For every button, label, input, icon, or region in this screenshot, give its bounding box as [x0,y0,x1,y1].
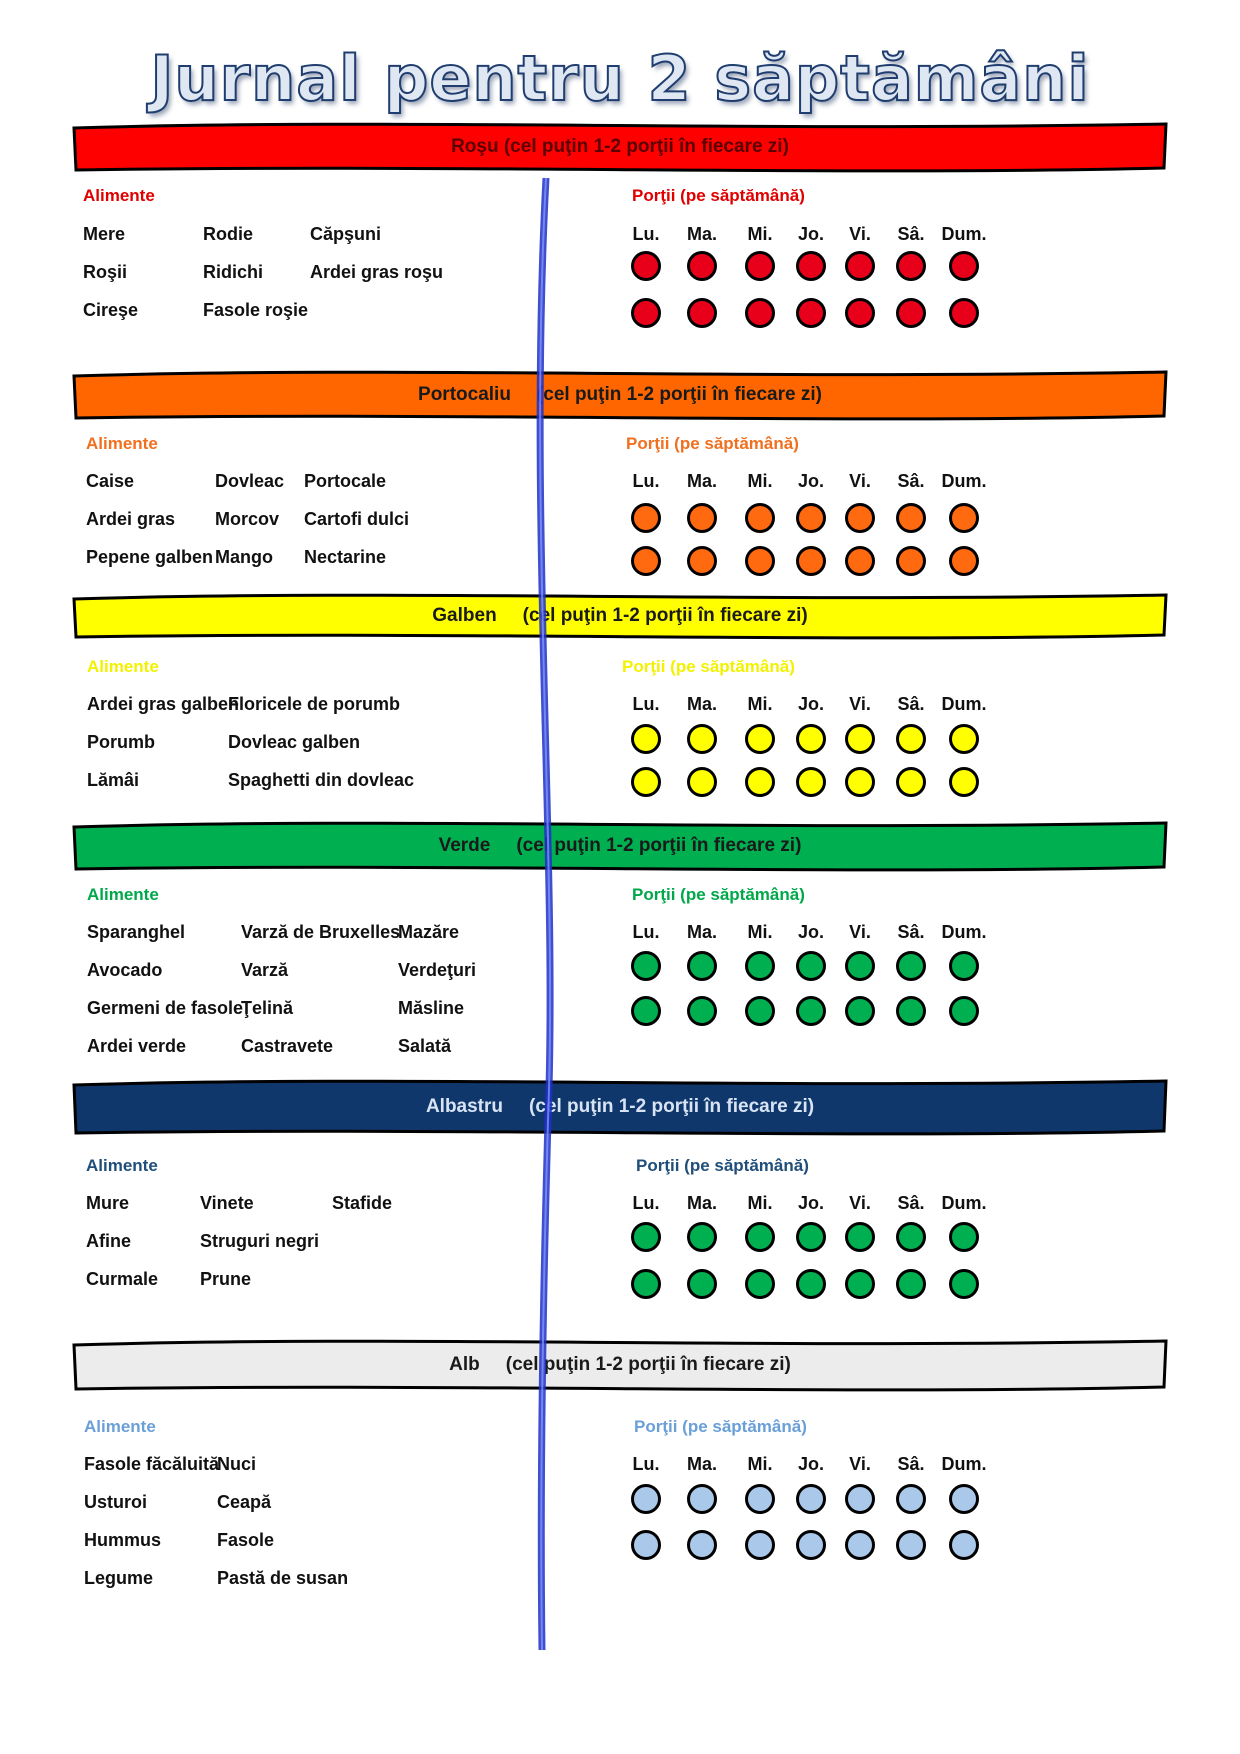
portion-checkbox[interactable] [845,724,875,754]
page-title: Jurnal pentru 2 săptămâni [150,42,1090,115]
portion-checkbox[interactable] [631,503,661,533]
food-item: Fasole roşie [203,300,309,320]
portion-checkbox[interactable] [845,546,875,576]
portion-checkbox[interactable] [745,951,775,981]
portion-checkbox[interactable] [631,1530,661,1560]
portion-checkbox[interactable] [796,996,826,1026]
day-label: Mi. [747,1193,773,1213]
day-label: Mi. [747,1454,773,1474]
portion-checkbox[interactable] [745,767,775,797]
food-item: Spaghetti din dovleac [228,770,415,790]
food-item: Dovleac [215,471,285,491]
portion-checkbox[interactable] [687,546,717,576]
food-item: Struguri negri [200,1231,320,1251]
portion-checkbox[interactable] [687,1222,717,1252]
food-item: Pepene galben [86,547,214,567]
portion-checkbox[interactable] [687,503,717,533]
portions-label: Porţii (pe săptămână) [636,1156,809,1175]
portion-checkbox[interactable] [796,724,826,754]
food-item: Ceapă [217,1492,272,1512]
category-note: (cel puţin 1-2 porţii în fiecare zi) [536,384,822,405]
portions-label: Porţii (pe săptămână) [622,657,795,676]
food-item: Varză de Bruxelles [241,922,401,942]
category-banner [72,118,1168,178]
day-label: Ma. [686,471,717,491]
portion-checkbox[interactable] [845,503,875,533]
portion-checkbox[interactable] [687,951,717,981]
portion-checkbox[interactable] [949,298,979,328]
portion-checkbox[interactable] [687,996,717,1026]
portion-checkbox[interactable] [631,951,661,981]
portion-checkbox[interactable] [796,503,826,533]
day-label: Ma. [686,224,717,244]
portion-checkbox[interactable] [845,767,875,797]
category-note: (cel puţin 1-2 porţii în fiecare zi) [516,835,802,856]
portion-checkbox[interactable] [896,1222,926,1252]
portion-checkbox[interactable] [949,996,979,1026]
day-label: Lu. [632,1454,660,1474]
food-item: Morcov [215,509,280,529]
portions-label: Porţii (pe săptămână) [626,434,799,453]
day-label: Lu. [632,694,660,714]
day-label: Sâ. [897,1193,925,1213]
portion-checkbox[interactable] [845,951,875,981]
portions-label: Porţii (pe săptămână) [634,1417,807,1436]
portion-checkbox[interactable] [745,724,775,754]
food-item: Ardei gras [86,509,176,529]
portion-checkbox[interactable] [631,996,661,1026]
portion-checkbox[interactable] [745,996,775,1026]
portion-checkbox[interactable] [845,1269,875,1299]
day-label: Lu. [632,224,660,244]
food-item: Floricele de porumb [228,694,401,714]
foods-label: Alimente [86,434,158,453]
day-label: Jo. [797,922,824,942]
category-name: Portocaliu [418,384,511,405]
portion-checkbox[interactable] [796,951,826,981]
portion-checkbox[interactable] [687,724,717,754]
food-item: Rodie [203,224,254,244]
portion-checkbox[interactable] [745,1530,775,1560]
day-label: Dum. [941,471,987,491]
day-label: Lu. [632,922,660,942]
category-name: Alb [449,1354,480,1375]
portion-checkbox[interactable] [745,1222,775,1252]
day-label: Lu. [632,471,660,491]
day-label: Jo. [797,1193,824,1213]
food-item: Salată [398,1036,452,1056]
portion-checkbox[interactable] [631,724,661,754]
portion-checkbox[interactable] [631,546,661,576]
category-title [72,605,1168,627]
portion-checkbox[interactable] [796,1530,826,1560]
day-label: Sâ. [897,224,925,244]
day-label: Vi. [849,694,871,714]
food-item: Nectarine [304,547,387,567]
category-title [72,835,1168,857]
portion-checkbox[interactable] [745,1484,775,1514]
day-label: Jo. [797,224,824,244]
food-item: Nuci [217,1454,257,1474]
portion-checkbox[interactable] [796,1269,826,1299]
category-banner [72,1075,1168,1141]
portion-checkbox[interactable] [796,1484,826,1514]
portion-checkbox[interactable] [845,996,875,1026]
portion-checkbox[interactable] [687,767,717,797]
food-item: Germeni de fasole [87,998,244,1018]
day-label: Sâ. [897,1454,925,1474]
day-label: Vi. [849,471,871,491]
day-label: Mi. [747,471,773,491]
category-name: Roşu (cel puţin 1-2 porţii în fiecare zi) [451,136,789,157]
day-label: Vi. [849,922,871,942]
portion-checkbox[interactable] [896,996,926,1026]
portion-checkbox[interactable] [845,1222,875,1252]
portion-checkbox[interactable] [949,951,979,981]
portion-checkbox[interactable] [896,1484,926,1514]
category-banner [72,366,1168,426]
food-item: Porumb [87,732,156,752]
day-label: Ma. [686,1454,717,1474]
food-item: Căpşuni [310,224,382,244]
food-item: Avocado [87,960,163,980]
food-item: Mango [215,547,273,567]
portion-checkbox[interactable] [896,767,926,797]
day-label: Mi. [747,224,773,244]
day-label: Sâ. [897,694,925,714]
day-label: Dum. [941,922,987,942]
portion-checkbox[interactable] [745,251,775,281]
day-label: Vi. [849,1193,871,1213]
portion-checkbox[interactable] [896,546,926,576]
category-note: (cel puţin 1-2 porţii în fiecare zi) [529,1096,815,1117]
day-label: Mi. [747,694,773,714]
food-item: Verdeţuri [398,960,477,980]
portion-checkbox[interactable] [745,546,775,576]
food-item: Afine [86,1231,131,1251]
portion-checkbox[interactable] [896,1530,926,1560]
portion-checkbox[interactable] [796,298,826,328]
food-item: Ridichi [203,262,264,282]
portion-checkbox[interactable] [631,251,661,281]
food-item: Usturoi [84,1492,147,1512]
day-label: Sâ. [897,922,925,942]
portion-checkbox[interactable] [631,767,661,797]
day-label: Dum. [941,224,987,244]
category-title [72,1354,1168,1376]
category-title [72,1096,1168,1118]
portion-checkbox[interactable] [796,546,826,576]
portion-checkbox[interactable] [896,251,926,281]
foods-label: Alimente [87,657,159,676]
foods-label: Alimente [87,885,159,904]
category-note: (cel puţin 1-2 porţii în fiecare zi) [522,605,808,626]
portion-checkbox[interactable] [845,1484,875,1514]
portion-checkbox[interactable] [745,503,775,533]
portion-checkbox[interactable] [631,1484,661,1514]
portion-checkbox[interactable] [896,724,926,754]
portion-checkbox[interactable] [949,1222,979,1252]
day-label: Ma. [686,1193,717,1213]
category-banner [72,817,1168,877]
portion-checkbox[interactable] [949,767,979,797]
portions-label: Porţii (pe săptămână) [632,186,805,205]
food-item: Mere [83,224,126,244]
food-item: Fasole făcăluită [84,1454,220,1474]
food-item: Pastă de susan [217,1568,349,1588]
portion-checkbox[interactable] [949,503,979,533]
food-item: Mazăre [398,922,460,942]
portion-checkbox[interactable] [949,724,979,754]
category-banner [72,1335,1168,1397]
food-item: Mure [86,1193,130,1213]
foods-label: Alimente [86,1156,158,1175]
portion-checkbox[interactable] [949,1269,979,1299]
food-item: Ţelină [241,998,294,1018]
day-label: Sâ. [897,471,925,491]
food-item: Roşii [83,262,128,282]
portion-checkbox[interactable] [631,298,661,328]
portion-checkbox[interactable] [796,767,826,797]
food-item: Ardei verde [87,1036,187,1056]
food-item: Sparanghel [87,922,186,942]
food-item: Prune [200,1269,252,1289]
foods-label: Alimente [83,186,155,205]
portion-checkbox[interactable] [687,1269,717,1299]
day-label: Dum. [941,1193,987,1213]
day-label: Jo. [797,471,824,491]
day-label: Vi. [849,1454,871,1474]
portion-checkbox[interactable] [949,251,979,281]
day-label: Dum. [941,694,987,714]
day-label: Ma. [686,922,717,942]
portion-checkbox[interactable] [687,1530,717,1560]
food-item: Stafide [332,1193,393,1213]
portion-checkbox[interactable] [796,1222,826,1252]
day-label: Vi. [849,224,871,244]
portion-checkbox[interactable] [631,1222,661,1252]
foods-label: Alimente [84,1417,156,1436]
category-banner [72,589,1168,645]
food-item: Cartofi dulci [304,509,410,529]
food-item: Varză [241,960,289,980]
day-label: Lu. [632,1193,660,1213]
portion-checkbox[interactable] [949,1484,979,1514]
portion-checkbox[interactable] [896,503,926,533]
day-label: Ma. [686,694,717,714]
portion-checkbox[interactable] [745,1269,775,1299]
food-item: Caise [86,471,135,491]
category-name: Galben [432,605,497,626]
day-label: Mi. [747,922,773,942]
portion-checkbox[interactable] [745,298,775,328]
portion-checkbox[interactable] [845,251,875,281]
portions-label: Porţii (pe săptămână) [632,885,805,904]
category-note: (cel puţin 1-2 porţii în fiecare zi) [505,1354,791,1375]
food-item: Ardei gras galben [87,694,240,714]
category-title [72,136,1168,158]
portion-checkbox[interactable] [687,251,717,281]
day-label: Jo. [797,1454,824,1474]
food-item: Portocale [304,471,387,491]
portion-checkbox[interactable] [631,1269,661,1299]
category-name: Verde [438,835,491,856]
portion-checkbox[interactable] [845,1530,875,1560]
food-item: Legume [84,1568,154,1588]
portion-checkbox[interactable] [949,1530,979,1560]
food-item: Cireşe [83,300,139,320]
portion-checkbox[interactable] [845,298,875,328]
category-title [72,384,1168,406]
portion-checkbox[interactable] [896,1269,926,1299]
day-label: Jo. [797,694,824,714]
food-item: Curmale [86,1269,159,1289]
food-item: Hummus [84,1530,162,1550]
food-item: Măsline [398,998,465,1018]
food-item: Castravete [241,1036,334,1056]
food-item: Fasole [217,1530,275,1550]
portion-checkbox[interactable] [796,251,826,281]
food-item: Lămâi [87,770,140,790]
portion-checkbox[interactable] [949,546,979,576]
food-item: Dovleac galben [228,732,361,752]
portion-checkbox[interactable] [687,1484,717,1514]
day-label: Dum. [941,1454,987,1474]
portion-checkbox[interactable] [896,298,926,328]
portion-checkbox[interactable] [687,298,717,328]
food-item: Vinete [200,1193,254,1213]
portion-checkbox[interactable] [896,951,926,981]
category-name: Albastru [425,1096,504,1117]
food-item: Ardei gras roşu [310,262,444,282]
